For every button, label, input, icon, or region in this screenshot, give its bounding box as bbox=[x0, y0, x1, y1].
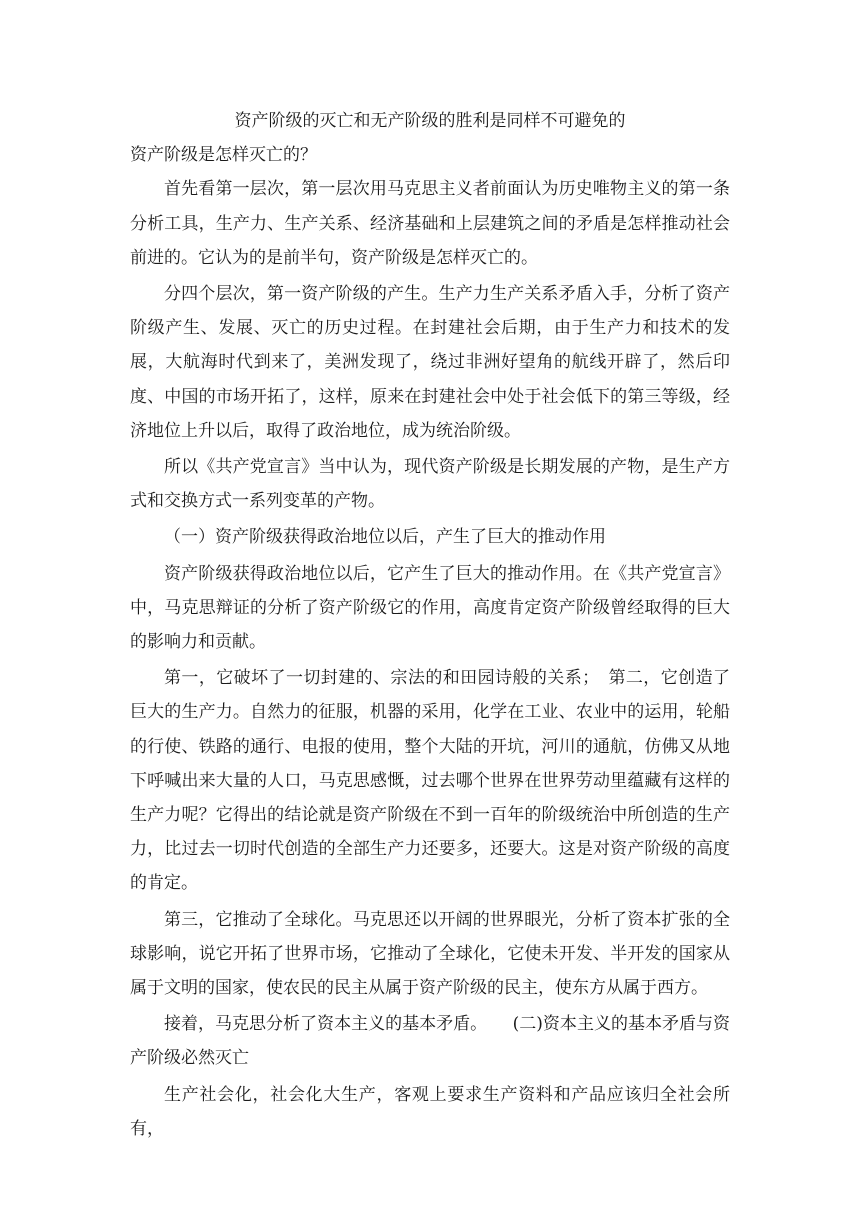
section-heading-1: （一）资产阶级获得政治地位以后，产生了巨大的推动作用 bbox=[164, 527, 606, 548]
document-page bbox=[130, 104, 730, 1146]
paragraph-8: 生产社会化，社会化大生产，客观上要求生产资料和产品应该归全社会所有， bbox=[130, 1084, 730, 1139]
document-subtitle: 资产阶级是怎样灭亡的？ bbox=[130, 145, 317, 166]
paragraph-3: 所以《共产党宣言》当中认为，现代资产阶级是长期发展的产物，是生产方式和交换方式一系列变革的产物。 bbox=[130, 457, 730, 512]
paragraph-4: 资产阶级获得政治地位以后，它产生了巨大的推动作用。在《共产党宣言》中，马克思辩证的分析了资产阶级它的作用，高度肯定资产阶级曾经取得的巨大的影响力和贡献。 bbox=[130, 563, 730, 653]
paragraph-2: 分四个层次，第一资产阶级的产生。生产力生产关系矛盾入手，分析了资产阶级产生、发展、灭亡的历史过程。在封建社会后期，由于生产力和技术的发展，大航海时代到来了，美洲发现了，绕过非洲好望角的航线开辟了，然后印度、中国的市场开拓了，这样，原来在封建社会中处于社会低下的第三等级，经济地位上升以后，取得了政治地位，成为统治阶级。 bbox=[130, 284, 730, 441]
paragraph-1: 首先看第一层次，第一层次用马克思主义者前面认为历史唯物主义的第一条分析工具，生产力、生产关系、经济基础和上层建筑之间的矛盾是怎样推动社会前进的。它认为的是前半句，资产阶级是怎样灭亡的。 bbox=[130, 179, 730, 268]
paragraph-7: 接着，马克思分析了资本主义的基本矛盾。 (二)资本主义的基本矛盾与资产阶级必然灭亡 bbox=[130, 1014, 730, 1069]
document-title: 资产阶级的灭亡和无产阶级的胜利是同样不可避免的 bbox=[234, 111, 626, 131]
paragraph-6: 第三，它推动了全球化。马克思还以开阔的世界眼光，分析了资本扩张的全球影响，说它开拓了世界市场，它推动了全球化，它使未开发、半开发的国家从属于文明的国家，使农民的民主从属于资产阶级的民主，使东方从属于西方。 bbox=[130, 909, 730, 999]
paragraph-5: 第一，它破坏了一切封建的、宗法的和田园诗般的关系； 第二，它创造了巨大的生产力。自然力的征服，机器的采用，化学在工业、农业中的运用，轮船的行使、铁路的通行、电报的使用，整个大陆的开坑，河川的通航，仿佛又从地下呼喊出来大量的人口，马克思感慨，过去哪个世界在世界劳动里蕴藏有这样的生产力呢？它得出的结论就是资产阶级在不到一百年的阶级统治中所创造的生产力，比过去一切时代创造的全部生产力还要多，还要大。这是对资产阶级的高度的肯定。 bbox=[130, 668, 730, 894]
